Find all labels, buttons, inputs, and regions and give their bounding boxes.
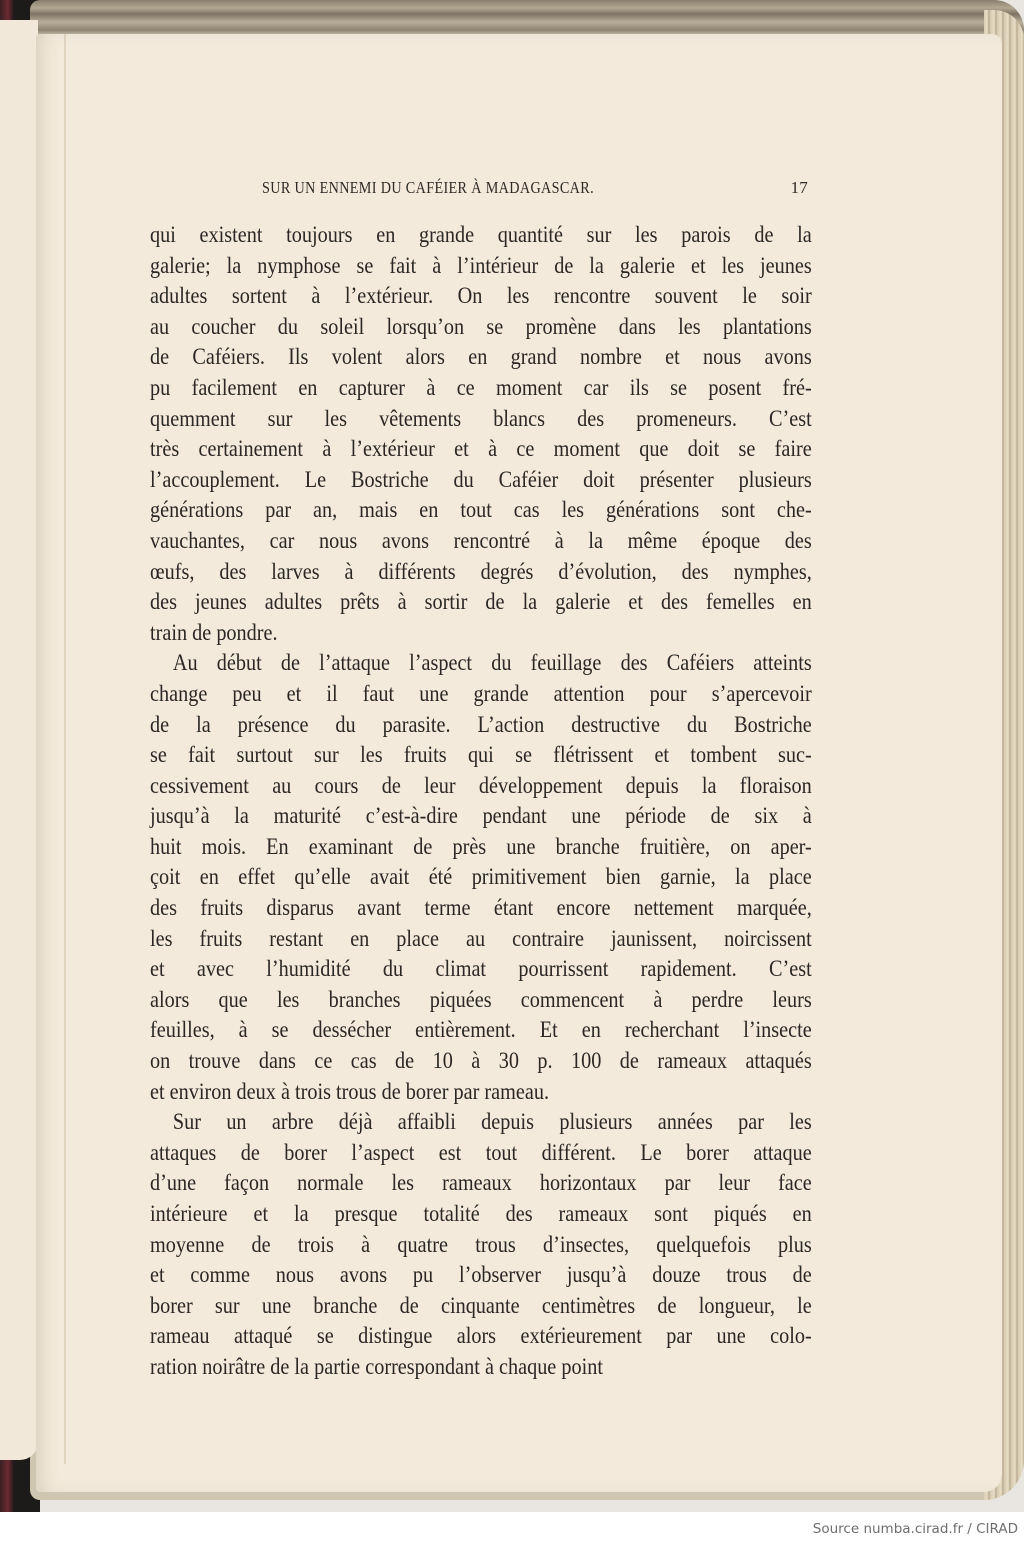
text-line: intérieure et la presque totalité des rameaux sont piqués en xyxy=(150,1201,812,1226)
text-line: rameau attaqué se distingue alors extérieurement par une colo- xyxy=(150,1323,812,1349)
text-line: train de pondre. xyxy=(150,619,278,645)
text-line: Au début de l’attaque l’aspect du feuillage des Caféiers atteints xyxy=(172,650,812,676)
text-line: les fruits restant en place au contraire jaunissent, noircissent xyxy=(150,925,812,951)
paragraph xyxy=(150,648,812,1107)
text-line: au coucher du soleil lorsqu’on se promène dans les plantations xyxy=(150,313,812,339)
paragraph xyxy=(150,220,812,648)
text-line: ration noirâtre de la partie correspondant à chaque point xyxy=(150,1353,603,1379)
text-line: des jeunes adultes prêts à sortir de la galerie et des femelles en xyxy=(150,589,812,615)
text-line: générations par an, mais en tout cas les générations sont che- xyxy=(150,497,812,523)
text-line: pu facilement en capturer à ce moment car ils se posent fré- xyxy=(150,374,812,400)
gutter-crease xyxy=(64,34,66,1464)
text-line: adultes sortent à l’extérieur. On les rencontre souvent le soir xyxy=(150,283,812,309)
text-line: d’une façon normale les rameaux horizontaux par leur face xyxy=(150,1170,812,1196)
text-line: et comme nous avons pu l’observer jusqu’à douze trous de xyxy=(150,1262,812,1288)
text-line: feuilles, à se dessécher entièrement. Et en recherchant l’insecte xyxy=(150,1017,812,1043)
text-line: Sur un arbre déjà affaibli depuis plusieurs années par les xyxy=(172,1109,812,1135)
text-line: çoit en effet qu’elle avait été primitivement bien garnie, la place xyxy=(150,864,812,890)
text-line: et environ deux à trois trous de borer par rameau. xyxy=(150,1078,550,1104)
source-credit: Source numba.cirad.fr / CIRAD xyxy=(812,1521,1018,1537)
facing-page-sliver xyxy=(0,20,38,1460)
text-line: on trouve dans ce cas de 10 à 30 p. 100 de rameaux attaqués xyxy=(150,1048,812,1074)
body-text xyxy=(150,220,812,1383)
text-line: quemment sur les vêtements blancs des promeneurs. C’est xyxy=(150,405,812,431)
text-line: moyenne de trois à quatre trous d’insectes, quelquefois plus xyxy=(150,1231,812,1257)
text-line: attaques de borer l’aspect est tout différent. Le borer attaque xyxy=(150,1139,812,1165)
text-line: change peu et il faut une grande attention pour s’apercevoir xyxy=(150,680,812,706)
text-line: et avec l’humidité du climat pourrissent rapidement. C’est xyxy=(150,956,812,982)
paragraph xyxy=(150,1107,812,1382)
text-line: galerie; la nymphose se fait à l’intérieur de la galerie et les jeunes xyxy=(150,252,812,278)
text-line: l’accouplement. Le Bostriche du Caféier doit présenter plusieurs xyxy=(150,466,812,492)
text-line: huit mois. En examinant de près une branche fruitière, on aper- xyxy=(150,833,812,859)
text-line: des fruits disparus avant terme étant encore nettement marquée, xyxy=(150,895,812,921)
page-header xyxy=(150,178,812,204)
text-line: cessivement au cours de leur développement depuis la floraison xyxy=(150,772,812,798)
page-number: 17 xyxy=(790,178,808,197)
text-line: œufs, des larves à différents degrés d’évolution, des nymphes, xyxy=(150,558,812,584)
text-line: de Caféiers. Ils volent alors en grand nombre et nous avons xyxy=(150,344,812,370)
text-line: qui existent toujours en grande quantité sur les parois de la xyxy=(150,222,812,247)
text-line: se fait surtout sur les fruits qui se flétrissent et tombent suc- xyxy=(150,742,812,768)
text-line: jusqu’à la maturité c’est-à-dire pendant une période de six à xyxy=(150,803,812,829)
text-line: très certainement à l’extérieur et à ce moment que doit se faire xyxy=(150,436,812,462)
text-line: vauchantes, car nous avons rencontré à la même époque des xyxy=(150,527,812,553)
text-line: de la présence du parasite. L’action destructive du Bostriche xyxy=(150,711,812,737)
text-line: borer sur une branche de cinquante centimètres de longueur, le xyxy=(150,1292,812,1318)
running-title: SUR UN ENNEMI DU CAFÉIER À MADAGASCAR. xyxy=(262,178,594,197)
text-line: alors que les branches piquées commencent à perdre leurs xyxy=(150,986,812,1012)
